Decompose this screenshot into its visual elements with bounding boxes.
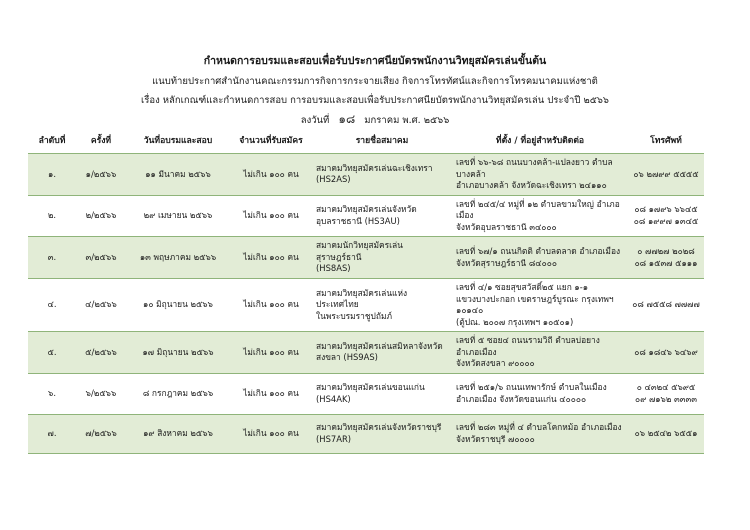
cell-round: ๕/๒๕๖๖ (76, 332, 126, 374)
cell-round: ๒/๒๕๖๖ (76, 195, 126, 237)
attachment-line: แนบท้ายประกาศสำนักงานคณะกรรมการกิจการกระจายเสียง กิจการโทรทัศน์และกิจการโทรคมนาคมแห่งชาติ (152, 76, 598, 87)
cell-no: ๒. (28, 195, 76, 237)
cell-association: สมาคมวิทยุสมัครเล่นฉะเชิงเทรา (HS2AS) (312, 154, 452, 196)
cell-phone: ๐๘ ๗๕๕๘ ๗๗๗๗ (628, 279, 704, 332)
cell-date: ๑๓ พฤษภาคม ๒๕๖๖ (126, 237, 230, 279)
cell-association: สมาคมวิทยุสมัครเล่นจังหวัดราชบุรี (HS7AR) (312, 414, 452, 453)
cell-date: ๘ กรกฎาคม ๒๕๖๖ (126, 373, 230, 414)
cell-phone: ๐ ๔๓๒๔ ๕๖๙๕ ๐๙ ๗๑๖๒ ๓๓๓๓ (628, 373, 704, 414)
cell-phone: ๐ ๗๗๒๗ ๒๐๒๘ ๐๘ ๑๕๓๗ ๕๑๑๑ (628, 237, 704, 279)
cell-association: สมาคมนักวิทยุสมัครเล่นสุราษฎร์ธานี (HS8AS) (312, 237, 452, 279)
cell-no: ๑. (28, 154, 76, 196)
cell-round: ๑/๒๕๖๖ (76, 154, 126, 196)
cell-address: เลขที่ ๒๕๑/๖ ถนนเทพารักษ์ ตำบลในเมือง อำเภอเมือง จังหวัดขอนแก่น ๔๐๐๐๐ (452, 373, 628, 414)
cell-phone: ๐๘ ๑๘๔๖ ๖๔๖๙ (628, 332, 704, 374)
cell-date: ๒๙ เมษายน ๒๕๖๖ (126, 195, 230, 237)
col-header-association: รายชื่อสมาคม (312, 131, 452, 154)
col-header-quota: จำนวนที่รับสมัคร (230, 131, 312, 154)
cell-quota: ไม่เกิน ๑๐๐ คน (230, 373, 312, 414)
cell-association: สมาคมวิทยุสมัครเล่นขอนแก่น (HS4AK) (312, 373, 452, 414)
col-header-address: ที่ตั้ง / ที่อยู่สำหรับติดต่อ (452, 131, 628, 154)
table-row (28, 332, 704, 374)
schedule-table (28, 131, 704, 454)
table-row (28, 373, 704, 414)
date-line (0, 113, 750, 127)
cell-date: ๑๐ มิถุนายน ๒๕๖๖ (126, 279, 230, 332)
table-row (28, 237, 704, 279)
col-header-phone: โทรศัพท์ (628, 131, 704, 154)
cell-date: ๑๑ มีนาคม ๒๕๖๖ (126, 154, 230, 196)
table-header-row (28, 131, 704, 154)
cell-association: สมาคมวิทยุสมัครเล่นจังหวัด อุบลราชธานี (HS3AU) (312, 195, 452, 237)
cell-address: เลขที่ ๖๗/๑ ถนนกิตติ ตำบลตลาด อำเภอเมือง จังหวัดสุราษฎร์ธานี ๘๔๐๐๐ (452, 237, 628, 279)
cell-quota: ไม่เกิน ๑๐๐ คน (230, 195, 312, 237)
cell-date: ๑๙ สิงหาคม ๒๕๖๖ (126, 414, 230, 453)
date-prefix: ลงวันที่ (300, 115, 330, 126)
table-row (28, 279, 704, 332)
cell-association: สมาคมวิทยุสมัครเล่นสมิหลาจังหวัด สงขลา (HS9AS) (312, 332, 452, 374)
cell-round: ๗/๒๕๖๖ (76, 414, 126, 453)
cell-association: สมาคมวิทยุสมัครเล่นแห่งประเทศไทย ในพระบรมราชูปถัมภ์ (312, 279, 452, 332)
cell-phone: ๐๘ ๑๗๙๖ ๖๖๔๕ ๐๘ ๑๙๙๗ ๑๓๔๕ (628, 195, 704, 237)
cell-address: เลขที่ ๖๖-๖๘ ถนนบางคล้า-แปลงยาว ตำบลบางคล้า อำเภอบางคล้า จังหวัดฉะเชิงเทรา ๒๔๑๑๐ (452, 154, 628, 196)
cell-quota: ไม่เกิน ๑๐๐ คน (230, 279, 312, 332)
cell-address: เลขที่ ๕ ซอย๔ ถนนรามวิถี ตำบลบ่อยาง อำเภอเมือง จังหวัดสงขลา ๙๐๐๐๐ (452, 332, 628, 374)
document-title: กำหนดการอบรมและสอบเพื่อรับประกาศนียบัตรพนักงานวิทยุสมัครเล่นขั้นต้น (203, 55, 547, 67)
cell-round: ๔/๒๕๖๖ (76, 279, 126, 332)
date-suffix: มกราคม พ.ศ. ๒๕๖๖ (364, 115, 450, 126)
cell-date: ๑๗ มิถุนายน ๒๕๖๖ (126, 332, 230, 374)
cell-no: ๗. (28, 414, 76, 453)
col-header-date: วันที่อบรมและสอบ (126, 131, 230, 154)
table-row (28, 414, 704, 453)
cell-quota: ไม่เกิน ๑๐๐ คน (230, 332, 312, 374)
cell-address: เลขที่ ๒๘๓ หมู่ที่ ๔ ตำบลโคกหม้อ อำเภอเมือง จังหวัดราชบุรี ๗๐๐๐๐ (452, 414, 628, 453)
cell-address: เลขที่ ๔/๑ ซอยสุขสวัสดิ์๒๕ แยก ๑-๑ แขวงบางปะกอก เขตราษฎร์บูรณะ กรุงเทพฯ ๑๐๑๔๐ (ตู้ปณ. ๒๐๐๗ กรุงเทพฯ ๑๐๕๐๑) (452, 279, 628, 332)
handwritten-date-mark: ๑๘ (338, 112, 356, 126)
cell-no: ๕. (28, 332, 76, 374)
cell-phone: ๐๖ ๒๗๙๙ ๕๕๕๕ (628, 154, 704, 196)
cell-round: ๓/๒๕๖๖ (76, 237, 126, 279)
cell-no: ๔. (28, 279, 76, 332)
cell-address: เลขที่ ๒๔๕/๔ หมู่ที่ ๑๒ ตำบลขามใหญ่ อำเภอเมือง จังหวัดอุบลราชธานี ๓๔๐๐๐ (452, 195, 628, 237)
cell-round: ๖/๒๕๖๖ (76, 373, 126, 414)
col-header-round: ครั้งที่ (76, 131, 126, 154)
table-row (28, 195, 704, 237)
cell-quota: ไม่เกิน ๑๐๐ คน (230, 414, 312, 453)
col-header-no: ลำดับที่ (28, 131, 76, 154)
cell-no: ๖. (28, 373, 76, 414)
cell-quota: ไม่เกิน ๑๐๐ คน (230, 237, 312, 279)
cell-no: ๓. (28, 237, 76, 279)
cell-phone: ๐๖ ๒๕๔๒ ๖๕๕๑ (628, 414, 704, 453)
subject-line: เรื่อง หลักเกณฑ์และกำหนดการสอบ การอบรมและสอบเพื่อรับประกาศนียบัตรพนักงานวิทยุสมัครเล่น ประจำปี ๒๕๖๖ (141, 95, 609, 106)
table-row (28, 154, 704, 196)
cell-quota: ไม่เกิน ๑๐๐ คน (230, 154, 312, 196)
